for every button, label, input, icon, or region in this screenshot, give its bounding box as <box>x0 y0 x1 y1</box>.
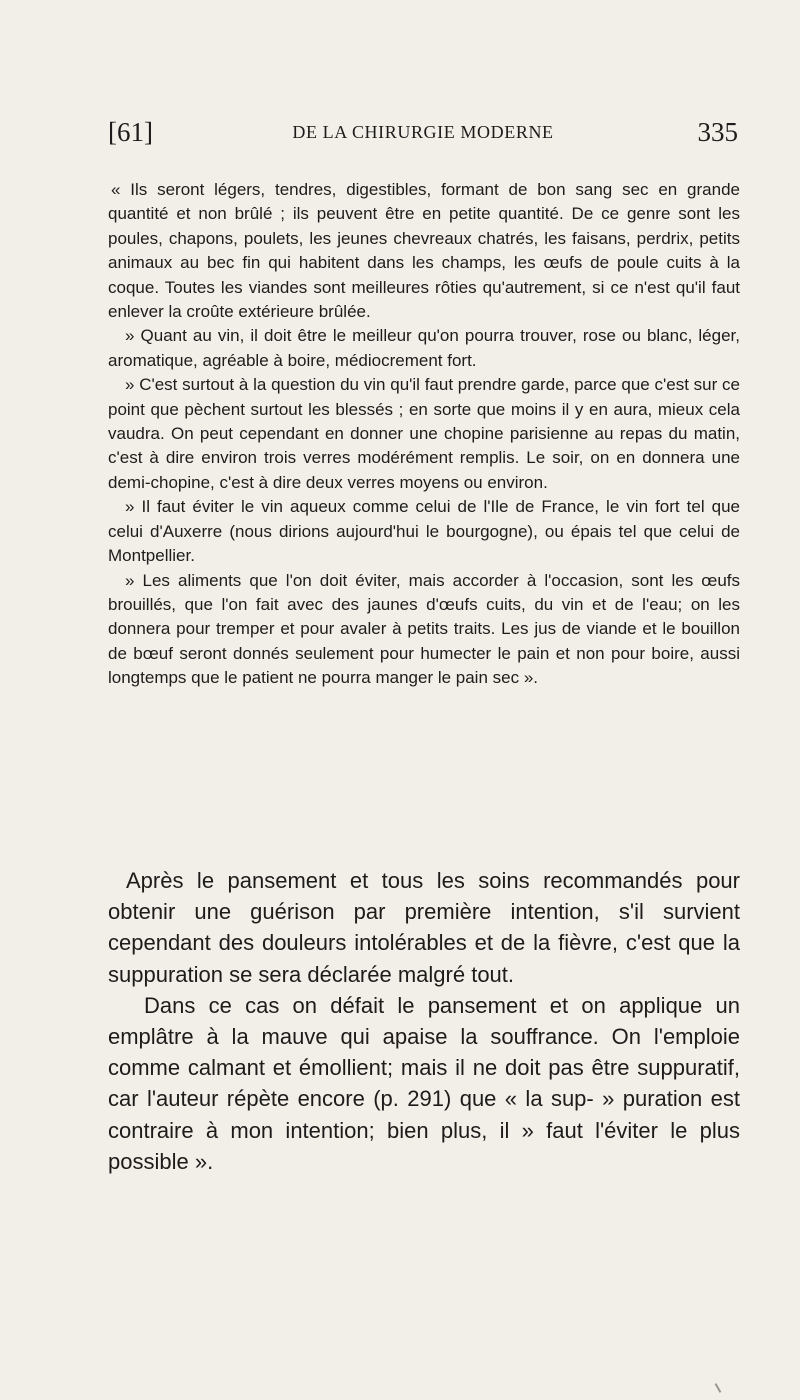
quote-paragraph-5: » Les aliments que l'on doit éviter, mais accorder à l'occasion, sont les œufs brouillés, que l'on fait avec des jaunes d'œufs cuits, du vin et de l'eau; on les donnera pour tremper et pour avaler à petits traits. Les jus de viande et le bouillon de bœuf seront donnés seulement pour humecter le pain et non pour boire, aussi longtemps que le patient ne pourra manger le pain sec ». <box>108 570 740 688</box>
body-paragraph-1: Après le pansement et tous les soins recommandés pour obtenir une guérison par première intention, s'il survient cependant des douleurs intolérables et de la fièvre, c'est que la suppuration se sera déclarée malgré tout. <box>108 868 740 987</box>
paper-speck <box>715 1383 722 1393</box>
quote-paragraph-3: » C'est surtout à la question du vin qu'il faut prendre garde, parce que c'est sur ce point que pèchent surtout les blessés ; en sorte que moins il y en aura, mieux cela vaudra. On peut cependant en donner une chopine parisienne au repas du matin, c'est à dire environ trois verres modérément remplis. Le soir, on en donnera une demi-chopine, c'est à dire deux verres moyens ou environ. <box>108 375 740 492</box>
quote-paragraph-1: « Ils seront légers, tendres, digestibles, formant de bon sang sec en grande quantité et non brûlé ; ils peuvent être en petite quantité. De ce genre sont les poules, chapons, poulets, les jeunes chevreaux chatrés, les faisans, perdrix, petits animaux au bec fin qui habitent dans les champs, les œufs de poule cuits à la coque. Toutes les viandes sont meilleures rôties qu'autrement, si ce n'est qu'il faut enlever la croûte extérieure brûlée. <box>108 180 740 322</box>
section-number: [61] <box>108 117 153 147</box>
running-title: DE LA CHIRURGIE MODERNE <box>292 122 554 142</box>
quote-paragraph-2: » Quant au vin, il doit être le meilleur qu'on pourra trouver, rose ou blanc, léger, aromatique, agréable à boire, médiocrement fort. <box>108 326 740 370</box>
main-text <box>108 865 740 1177</box>
running-header <box>108 117 738 147</box>
page-number: 335 <box>697 117 738 147</box>
quote-paragraph-4: » Il faut éviter le vin aqueux comme celui de l'Ile de France, le vin fort tel que celui d'Auxerre (nous dirions aujourd'hui le bourgogne), ou épais tel que celui de Montpellier. <box>108 497 740 566</box>
body-paragraph-2: Dans ce cas on défait le pansement et on applique un emplâtre à la mauve qui apaise la souffrance. On l'emploie comme calmant et émollient; mais il ne doit pas être suppuratif, car l'auteur répète encore (p. 291) que « la sup- » puration est contraire à mon intention; bien plus, il » faut l'éviter le plus possible ». <box>108 992 740 1174</box>
quoted-passage <box>108 178 740 691</box>
